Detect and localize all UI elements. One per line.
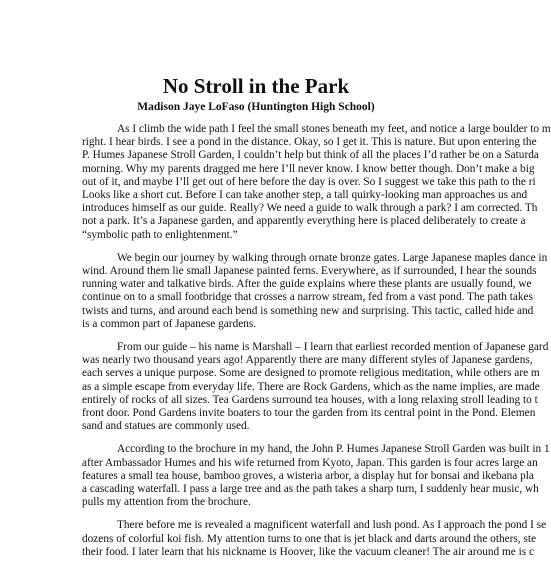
paragraph-line: is a common part of Japanese gardens.	[82, 317, 257, 330]
paragraph-line: dozens of colorful koi fish. My attention turns to one that is jet black and darts around the others, ste	[82, 532, 536, 545]
article-body	[82, 123, 551, 569]
paragraph-line: continue on to a small footbridge that crosses a narrow stream, fed from a vast pond. The path takes	[82, 291, 533, 304]
paragraph-line: out of it, and maybe I’ll get out of here before the day is over. So I suggest we take this path to the ri	[82, 175, 536, 188]
paragraph-line: According to the brochure in my hand, the John P. Humes Japanese Stroll Garden was built in 1	[117, 443, 550, 456]
paragraph-line: P. Humes Japanese Stroll Garden, I couldn’t help but think of all the places I’d rather be on a Saturda	[82, 149, 539, 162]
paragraph-line: each serves a unique purpose. Some are designed to promote religious meditation, while others are m	[82, 367, 540, 380]
paragraph	[82, 123, 551, 242]
paragraph-line: We begin our journey by walking through ornate bronze gates. Large Japanese maples dance in	[117, 251, 548, 264]
paragraph	[82, 341, 549, 433]
paragraph-line: right. I hear birds. I see a pond in the distance. Okay, so I get it. This is nature. But upon entering the	[82, 136, 537, 149]
paragraph-line: There before me is revealed a magnificent waterfall and lush pond. As I approach the pond I se	[117, 519, 547, 532]
paragraph-line: after Ambassador Humes and his wife returned from Kyoto, Japan. This garden is four acres large an	[82, 456, 538, 469]
paragraph-line: features a small tea house, bamboo groves, a wisteria arbor, a display hut for bonsai and ikebana pla	[82, 469, 534, 482]
paragraph-line: “symbolic path to enlightenment.”	[82, 228, 238, 241]
article-byline: Madison Jaye LoFaso (Huntington High School)	[137, 101, 375, 113]
paragraph-line: as a simple escape from everyday life. There are Rock Gardens, which as the name implies, are made	[82, 380, 540, 393]
paragraph-line: wind. Around them lie small Japanese painted ferns. Everywhere, as if surrounded, I hear the sounds	[82, 265, 537, 278]
paragraph-line: a cascading waterfall. I pass a large tree and as the path takes a sharp turn, I suddenly hear music, wh	[82, 483, 539, 496]
paragraph-line: their food. I later learn that his nickname is Hoover, like the vacuum cleaner! The air around me is c	[82, 545, 534, 558]
paragraph-line: introduces himself as our guide. Really? We need a guide to walk through a park? I am corrected. Th	[82, 202, 538, 215]
paragraph-line: sand and statues are commonly used.	[82, 420, 250, 433]
paragraph-line: Looks like a short cut. Before I can take another step, a tall quirky-looking man approaches us and	[82, 189, 528, 202]
paragraph-line: twists and turns, and around each bend is something new and surprising. This tactic, called hide and	[82, 304, 534, 317]
paragraph-line: not a park. It’s a Japanese garden, and apparently everything here is placed deliberately to create a	[82, 215, 526, 228]
paragraph-line: morning. Why my parents dragged me here I’ll never know. I know better though. Don’t make a big	[82, 162, 535, 175]
paragraph-line: running water and talkative birds. After the guide explains where these plants are usually found, we	[82, 278, 532, 291]
paragraph-line: From our guide – his name is Marshall – I learn that earliest recorded mention of Japanese gard	[117, 341, 549, 354]
paragraph-line: As I climb the wide path I feel the small stones beneath my feet, and notice a large boulder to m	[117, 123, 551, 135]
paragraph	[82, 519, 547, 559]
article-title: No Stroll in the Park	[162, 74, 350, 98]
paragraph-line: entirely of rocks of all sizes. Tea Gardens surround tea houses, with a long relaxing stroll leading to t	[82, 393, 538, 406]
paragraph-line: front door. Pond Gardens invite boaters to tour the garden from its central point in the Pond. Elemen	[82, 407, 536, 420]
paragraph-line: pulls my attention from the brochure.	[82, 496, 251, 509]
paragraph-line: was nearly two thousand years ago! Apparently there are many different styles of Japanese gardens,	[82, 354, 533, 367]
paragraph	[82, 443, 550, 509]
paragraph	[82, 251, 548, 331]
